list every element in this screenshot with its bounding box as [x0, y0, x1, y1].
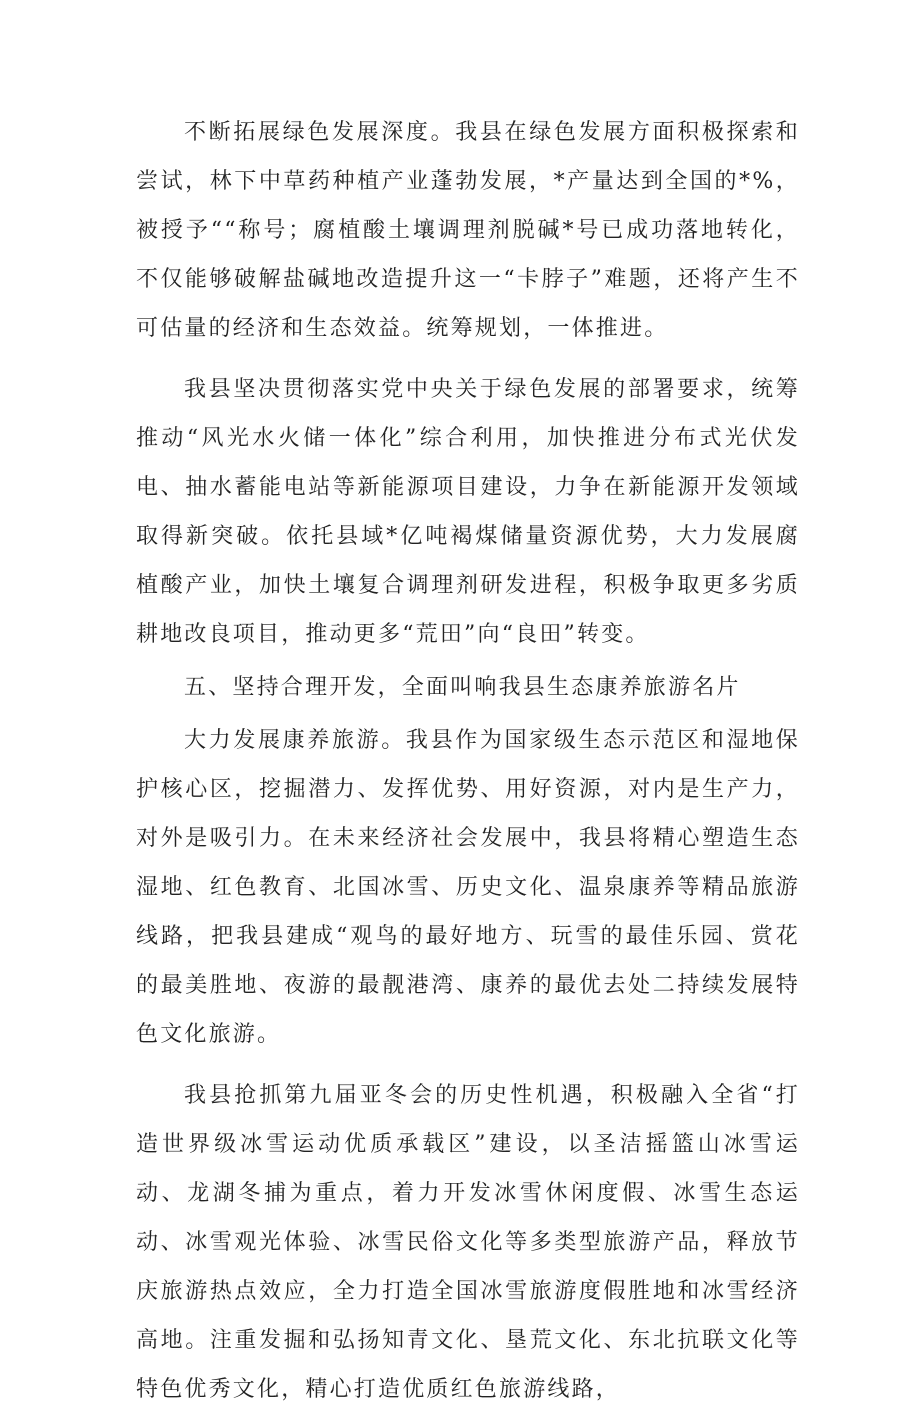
paragraph-wellness-tourism: 大力发展康养旅游。我县作为国家级生态示范区和湿地保护核心区，挖掘潜力、发挥优势、用好资源，对内是生产力，对外是吸引力。在未来经济社会发展中，我县将精心塑造生态湿地、红色教育、北国冰雪、历史文化、温泉康养等精品旅游线路，把我县建成“观鸟的最好地方、玩雪的最佳乐园、赏花的最美胜地、夜游的最靓港湾、康养的最优去处二持续发展特色文化旅游。 — [136, 728, 800, 1047]
paragraph-green-development-depth: 不断拓展绿色发展深度。我县在绿色发展方面积极探索和尝试，林下中草药种植产业蓬勃发展，*产量达到全国的*%，被授予““称号；腐植酸土壤调理剂脱碱*号已成功落地转化，不仅能够破解盐碱地改造提升这一“卡脖子”难题，还将产生不可估量的经济和生态效益。统筹规划，一体推进。 — [136, 120, 800, 341]
document-body — [136, 108, 800, 1414]
paragraph-green-development-requirements: 我县坚决贯彻落实党中央关于绿色发展的部署要求，统筹推动“风光水火储一体化”综合利用，加快推进分布式光伏发电、抽水蓄能电站等新能源项目建设，力争在新能源开发领域取得新突破。依托县域*亿吨褐煤储量资源优势，大力发展腐植酸产业，加快土壤复合调理剂研发进程，积极争取更多劣质耕地改良项目，推动更多“荒田”向“良田”转变。 — [136, 377, 800, 647]
paragraph-winter-games-tourism: 我县抢抓第九届亚冬会的历史性机遇，积极融入全省“打造世界级冰雪运动优质承载区”建设，以圣洁摇篮山冰雪运动、龙湖冬捕为重点，着力开发冰雪休闲度假、冰雪生态运动、冰雪观光体验、冰雪民俗文化等多类型旅游产品，释放节庆旅游热点效应，全力打造全国冰雪旅游度假胜地和冰雪经济高地。注重发掘和弘扬知青文化、垦荒文化、东北抗联文化等特色优秀文化，精心打造优质红色旅游线路， — [136, 1083, 800, 1402]
section-heading: 五、坚持合理开发，全面叫响我县生态康养旅游名片 — [184, 675, 741, 700]
